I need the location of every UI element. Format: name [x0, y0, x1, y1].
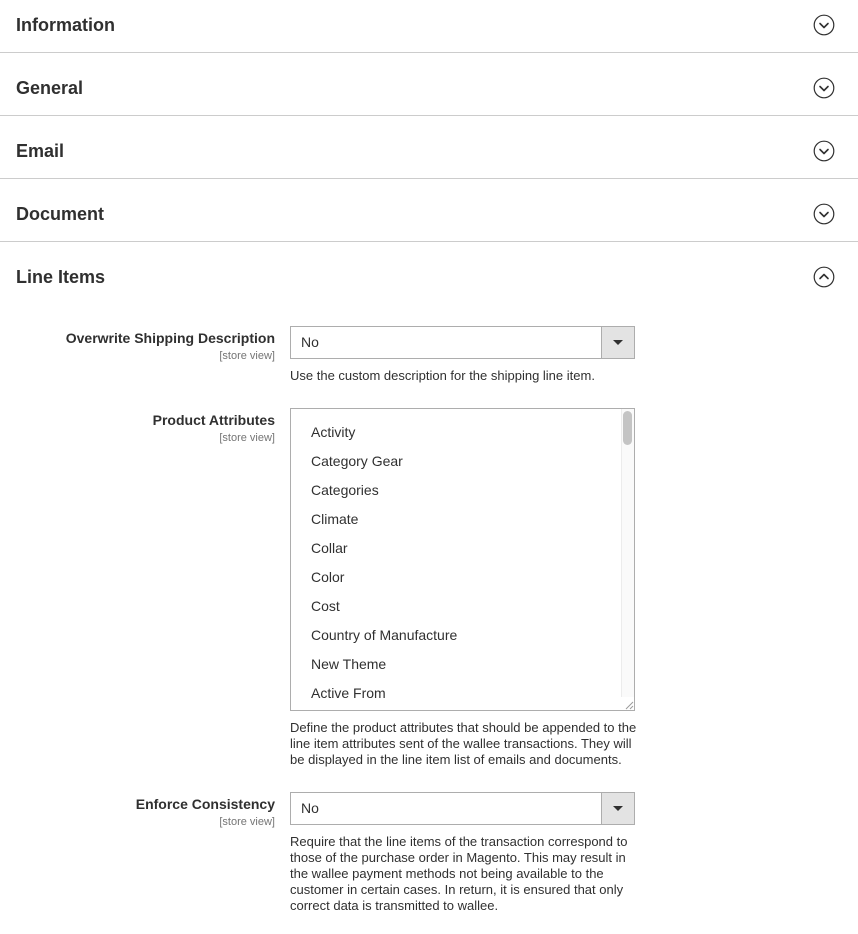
section-header-document[interactable] — [0, 179, 858, 241]
multiselect-option[interactable]: Climate — [311, 511, 359, 527]
field-label: Overwrite Shipping Description — [65, 330, 275, 346]
field-overwrite-shipping-description — [0, 326, 858, 384]
resize-grip-icon[interactable] — [621, 697, 634, 710]
multiselect-option[interactable]: Country of Manufacture — [311, 627, 458, 643]
section-title: Information — [16, 15, 115, 35]
multiselect-option[interactable]: Cost — [311, 598, 340, 614]
multiselect-option[interactable]: Categories — [311, 482, 379, 498]
multiselect-option[interactable]: Category Gear — [311, 453, 403, 469]
section-header-email[interactable] — [0, 116, 858, 178]
caret-down-icon — [613, 340, 623, 345]
field-label: Product Attributes — [152, 412, 275, 428]
select-open-button[interactable] — [601, 327, 634, 358]
section-information — [0, 0, 858, 53]
chevron-down-circle-icon[interactable] — [813, 77, 835, 99]
section-line-items — [0, 242, 858, 934]
field-enforce-consistency — [0, 792, 858, 914]
select-value: No — [301, 800, 319, 816]
field-note: Use the custom description for the shipping line item. — [290, 368, 595, 383]
line-items-content — [0, 304, 858, 934]
select-open-button[interactable] — [601, 793, 634, 824]
section-email — [0, 116, 858, 179]
overwrite-shipping-description-select[interactable] — [290, 326, 635, 359]
field-product-attributes — [0, 408, 858, 768]
field-note: Require that the line items of the transaction correspond to those of the purchase order in Magento. This may result in the wallee payment methods not being available to the customer in certain cases. In return, it is ensured that only correct data is transmitted to wallee. — [290, 834, 628, 913]
field-note: Define the product attributes that should be appended to the line item attributes sent of the wallee transactions. They will be displayed in the line item list of emails and documents. — [290, 720, 637, 767]
multiselect-option[interactable]: Color — [311, 569, 345, 585]
multiselect-option[interactable]: Active From — [311, 685, 386, 701]
field-scope-label: [store view] — [219, 432, 275, 444]
caret-down-icon — [613, 806, 623, 811]
product-attributes-multiselect[interactable] — [290, 408, 635, 711]
scrollbar[interactable] — [621, 409, 634, 697]
chevron-down-circle-icon[interactable] — [813, 203, 835, 225]
section-title: Document — [16, 204, 105, 224]
section-header-line-items[interactable] — [0, 242, 858, 304]
field-scope-label: [store view] — [219, 816, 275, 828]
select-value: No — [301, 334, 319, 350]
multiselect-option[interactable]: New Theme — [311, 656, 387, 672]
section-title: Email — [16, 141, 65, 161]
field-scope-label: [store view] — [219, 350, 275, 362]
section-general — [0, 53, 858, 116]
enforce-consistency-select[interactable] — [290, 792, 635, 825]
section-title: General — [16, 78, 84, 98]
chevron-down-circle-icon[interactable] — [813, 14, 835, 36]
section-header-information[interactable] — [0, 0, 858, 52]
chevron-up-circle-icon[interactable] — [813, 266, 835, 288]
section-document — [0, 179, 858, 242]
section-header-general[interactable] — [0, 53, 858, 115]
field-label: Enforce Consistency — [135, 796, 275, 812]
chevron-down-circle-icon[interactable] — [813, 140, 835, 162]
multiselect-option[interactable]: Collar — [311, 540, 348, 556]
multiselect-option[interactable]: Activity — [311, 424, 356, 440]
scrollbar-thumb[interactable] — [623, 411, 632, 445]
section-title: Line Items — [16, 267, 106, 287]
